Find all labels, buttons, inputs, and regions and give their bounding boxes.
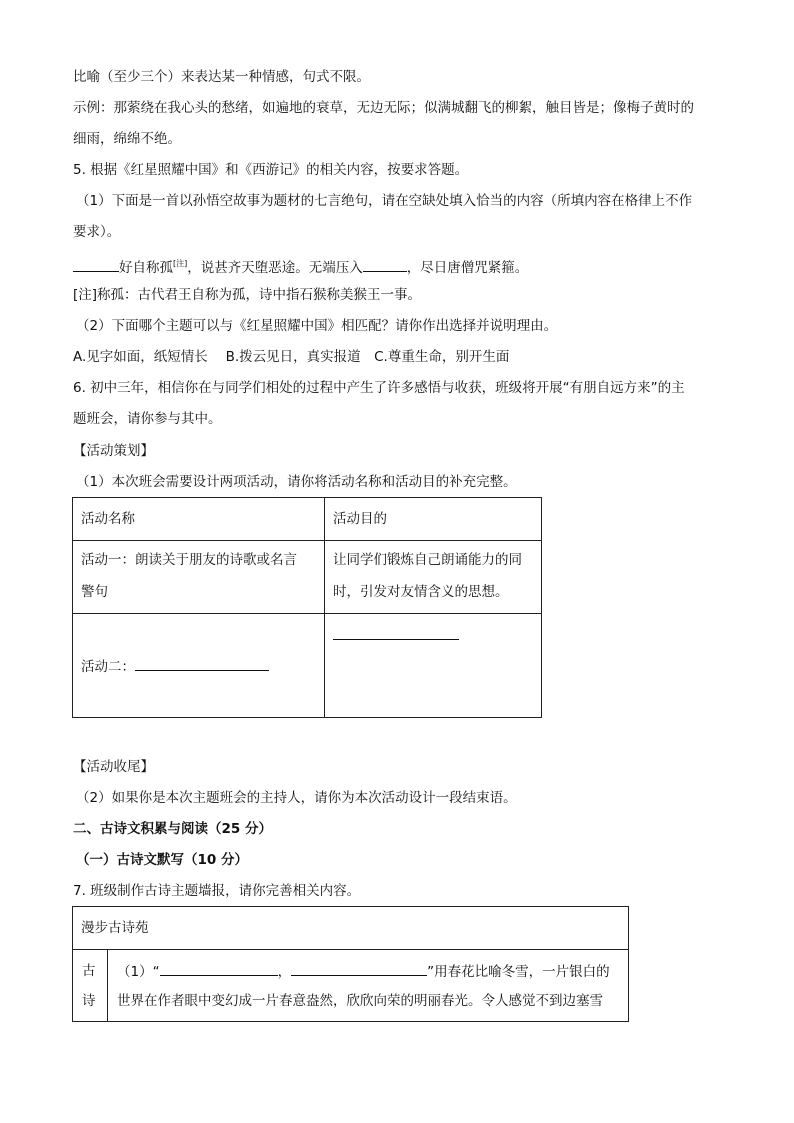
activity-1-purpose: 让同学们锻炼自己朗诵能力的同: [333, 552, 522, 568]
section-2-heading: 二、古诗文积累与阅读（25 分）: [73, 821, 272, 837]
activity-plan-heading: 【活动策划】: [73, 443, 154, 459]
question-6-1: （1）本次班会需要设计两项活动，请你将活动名称和活动目的补充完整。: [76, 474, 517, 490]
question-6-cont: 题班会，请你参与其中。: [73, 411, 222, 427]
answer-blank[interactable]: [291, 961, 427, 976]
activity-table: [72, 497, 542, 718]
activity-1-name-cont: 警句: [81, 584, 108, 600]
activity-1-purpose-cont: 时，引发对友情含义的思想。: [333, 584, 509, 600]
poem-fill-line: （1）“ ， ”用春花比喻冬雪，一片银白的: [117, 961, 610, 982]
table-header-purpose: 活动目的: [333, 511, 387, 527]
question-5-2: （2）下面哪个主题可以与《红星照耀中国》相匹配？请你作出选择并说明理由。: [76, 318, 558, 334]
poem-description: 世界在作者眼中变幻成一片春意盎然，欣欣向荣的明丽春光。令人感觉不到边塞雪: [117, 993, 603, 1009]
question-5: 5. 根据《红星照耀中国》和《西游记》的相关内容，按要求答题。: [73, 162, 469, 178]
question-6: 6. 初中三年，相信你在与同学们相处的过程中产生了许多感悟与收获，班级将开展“有朋自远方来”的主: [73, 380, 685, 396]
answer-blank[interactable]: [333, 625, 459, 640]
question-7: 7. 班级制作古诗主题墙报，请你完善相关内容。: [73, 883, 361, 899]
table-title: 漫步古诗苑: [81, 920, 149, 936]
question-5-1: （1）下面是一首以孙悟空故事为题材的七言绝句，请在空缺处填入恰当的内容（所填内容在格律上不作: [76, 193, 693, 209]
activity-2-name: 活动二：: [81, 656, 269, 677]
side-label-bottom: 诗: [82, 993, 96, 1009]
question-6-2: （2）如果你是本次主题班会的主持人，请你为本次活动设计一段结束语。: [76, 790, 517, 806]
poem-line: 好自称孤[注]，说甚齐天堕恶途。无端压入 ，尽日唐僧咒紧箍。: [73, 254, 528, 278]
text-line: 比喻（至少三个）来表达某一种情感，句式不限。: [73, 69, 370, 85]
activity-1-name: 活动一：朗读关于朋友的诗歌或名言: [81, 552, 297, 568]
example-line: 示例：那萦绕在我心头的愁绪，如遍地的衰草，无边无际；似满城翻飞的柳絮，触目皆是；像梅子黄时的: [73, 100, 694, 116]
activity-close-heading: 【活动收尾】: [73, 759, 154, 775]
answer-blank[interactable]: [73, 257, 119, 272]
example-line-cont: 细雨，绵绵不绝。: [73, 131, 181, 147]
table-header-name: 活动名称: [81, 511, 135, 527]
poem-note: [注]称孤：古代君王自称为孤，诗中指石猴称美猴王一事。: [73, 287, 422, 303]
answer-blank[interactable]: [160, 961, 278, 976]
section-2-1-heading: （一）古诗文默写（10 分）: [76, 852, 248, 868]
poem-wall-table: [72, 906, 629, 1022]
answer-blank[interactable]: [135, 656, 269, 671]
activity-2-purpose: [333, 625, 459, 646]
side-label-top: 古: [82, 963, 96, 979]
options-line: A.见字如面，纸短情长 B.拨云见日，真实报道 C.尊重生命，别开生面: [73, 349, 510, 365]
question-5-1-cont: 要求）。: [73, 224, 121, 240]
answer-blank[interactable]: [363, 257, 407, 272]
